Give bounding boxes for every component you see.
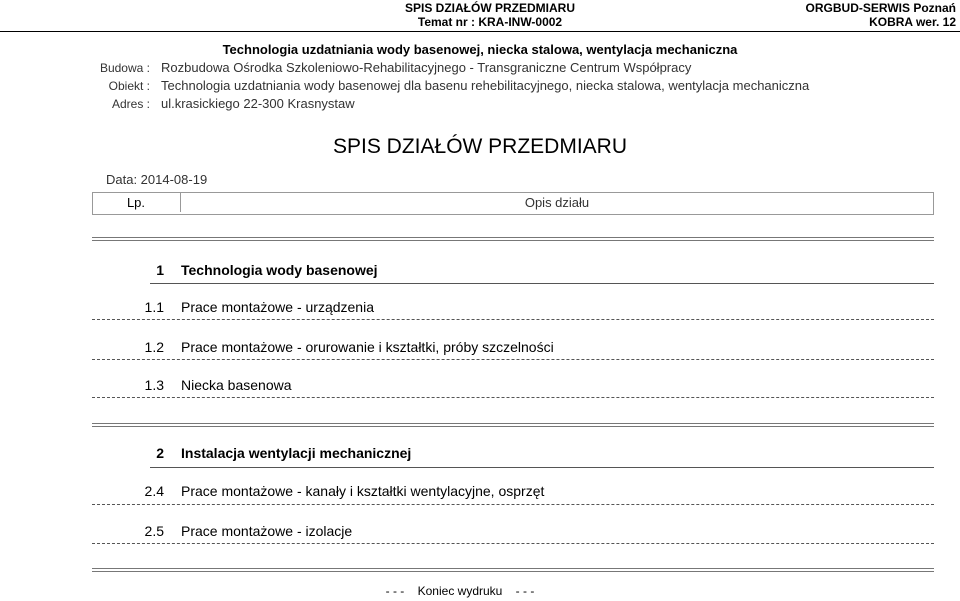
section-title: Technologia wody basenowej [181,262,378,278]
header-subject: Temat nr : KRA-INW-0002 [417,15,563,29]
section-underline [150,283,934,284]
item-number: 2.5 [144,523,164,539]
column-description: Opis działu [524,195,590,210]
item-title: Prace montażowe - orurowanie i kształtki, próby szczelności [181,339,554,355]
item-divider [92,397,934,398]
section-separator [92,237,934,241]
adres-label: Adres : [111,97,150,111]
column-lp: Lp. [92,193,181,212]
item-title: Niecka basenowa [181,377,292,393]
budowa-label: Budowa : [99,61,150,75]
obiekt-label: Obiekt : [108,79,150,93]
section-number: 2 [156,445,164,461]
item-divider [92,543,934,544]
header-doc-title: SPIS DZIAŁÓW PRZEDMIARU [405,1,575,15]
item-title: Prace montażowe - kanały i kształtki wentylacyjne, osprzęt [181,483,545,499]
section-underline [150,467,934,468]
item-title: Prace montażowe - izolacje [181,523,353,539]
item-number: 1.3 [144,377,164,393]
item-divider [92,359,934,360]
footer-separator [92,568,934,572]
header-company: ORGBUD-SERWIS Poznań [805,1,956,15]
end-of-printout: - - - Koniec wydruku - - - [385,584,535,598]
print-date: Data: 2014-08-19 [106,172,208,187]
section-title: Instalacja wentylacji mechanicznej [181,445,412,461]
item-title: Prace montażowe - urządzenia [181,299,374,315]
section-number: 1 [156,262,164,278]
item-divider [92,504,934,505]
budowa-value: Rozbudowa Ośrodka Szkoleniowo-Rehabilitacyjnego - Transgraniczne Centrum Współpracy [161,60,692,75]
item-number: 1.1 [144,299,164,315]
section-separator [92,423,934,427]
page-heading: SPIS DZIAŁÓW PRZEDMIARU [332,135,628,158]
header-software: KOBRA wer. 12 [869,15,956,29]
item-divider [92,319,934,320]
adres-value: ul.krasickiego 22-300 Krasnystaw [161,96,355,111]
project-title: Technologia uzdatniania wody basenowej, niecka stalowa, wentylacja mechaniczna [222,42,738,57]
header-divider [0,31,960,32]
item-number: 1.2 [144,339,164,355]
item-number: 2.4 [144,483,164,499]
obiekt-value: Technologia uzdatniania wody basenowej dla basenu rehebilitacyjnego, niecka stalowa, wentylacja mechaniczna [161,78,810,93]
